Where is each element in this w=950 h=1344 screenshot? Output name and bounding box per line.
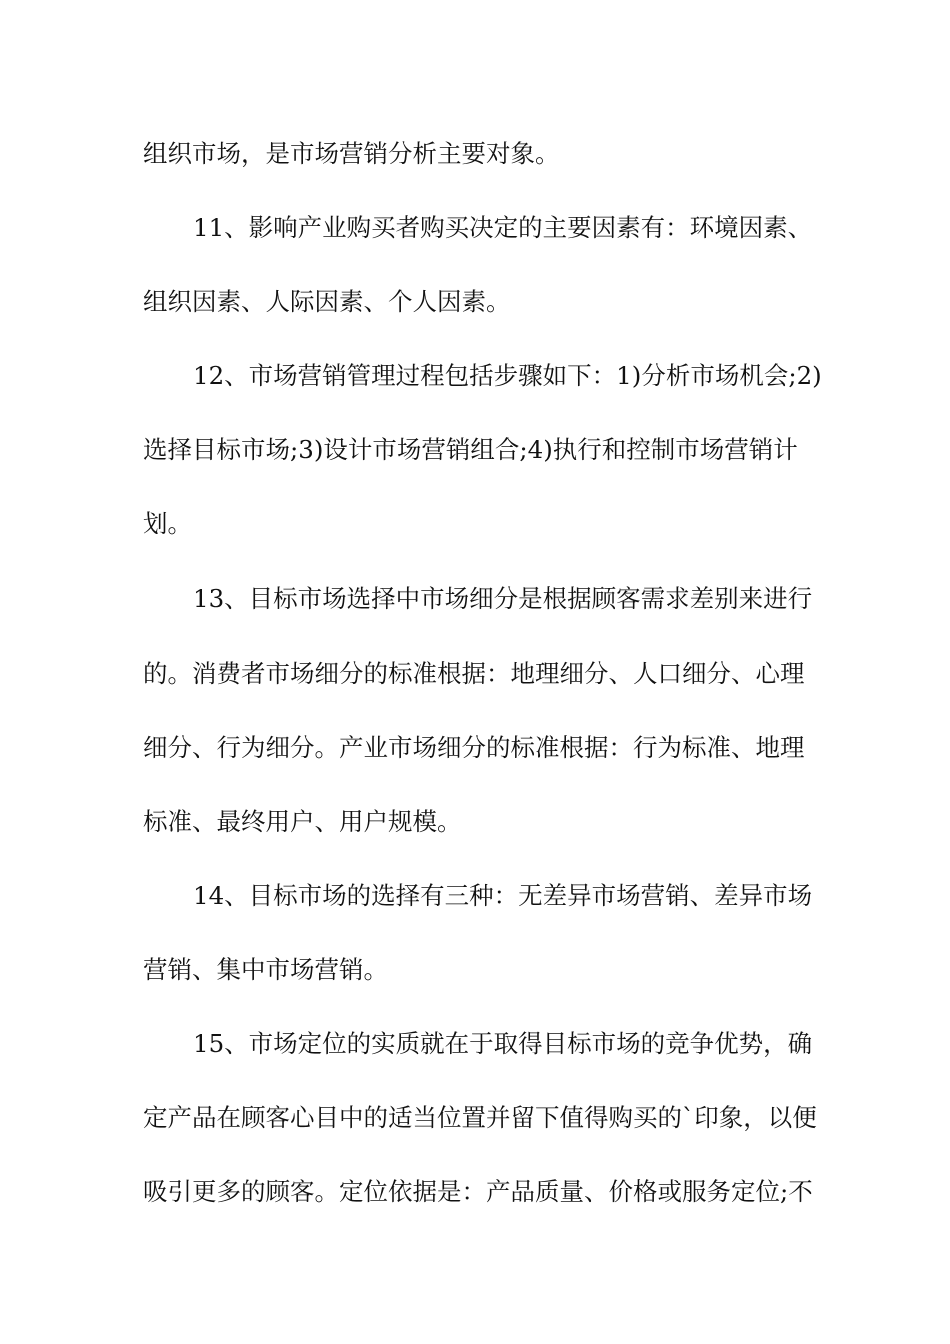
paragraph-15-line-1: 15、市场定位的实质就在于取得目标市场的竞争优势，确 [193, 1029, 813, 1058]
paragraph-14-line-1: 14、目标市场的选择有三种：无差异市场营销、差异市场 [193, 881, 813, 910]
text-line: 组织市场，是市场营销分析主要对象。 [143, 139, 560, 168]
text-line: 划。 [143, 509, 192, 538]
text-line: 营销、集中市场营销。 [143, 955, 388, 984]
text-line: 选择目标市场;3)设计市场营销组合;4)执行和控制市场营销计 [143, 435, 798, 464]
text-line: 细分、行为细分。产业市场细分的标准根据：行为标准、地理 [143, 733, 805, 762]
paragraph-13-line-1: 13、目标市场选择中市场细分是根据顾客需求差别来进行 [193, 584, 813, 613]
paragraph-12-line-1: 12、市场营销管理过程包括步骤如下：1)分析市场机会;2) [193, 361, 822, 390]
text-line: 的。消费者市场细分的标准根据：地理细分、人口细分、心理 [143, 659, 805, 688]
text-line: 吸引更多的顾客。定位依据是：产品质量、价格或服务定位;不 [143, 1177, 813, 1206]
text-line: 组织因素、人际因素、个人因素。 [143, 287, 511, 316]
paragraph-11-line-1: 11、影响产业购买者购买决定的主要因素有：环境因素、 [193, 213, 813, 242]
text-line: 定产品在顾客心目中的适当位置并留下值得购买的`印象，以便 [143, 1103, 817, 1132]
text-line: 标准、最终用户、用户规模。 [143, 807, 462, 836]
